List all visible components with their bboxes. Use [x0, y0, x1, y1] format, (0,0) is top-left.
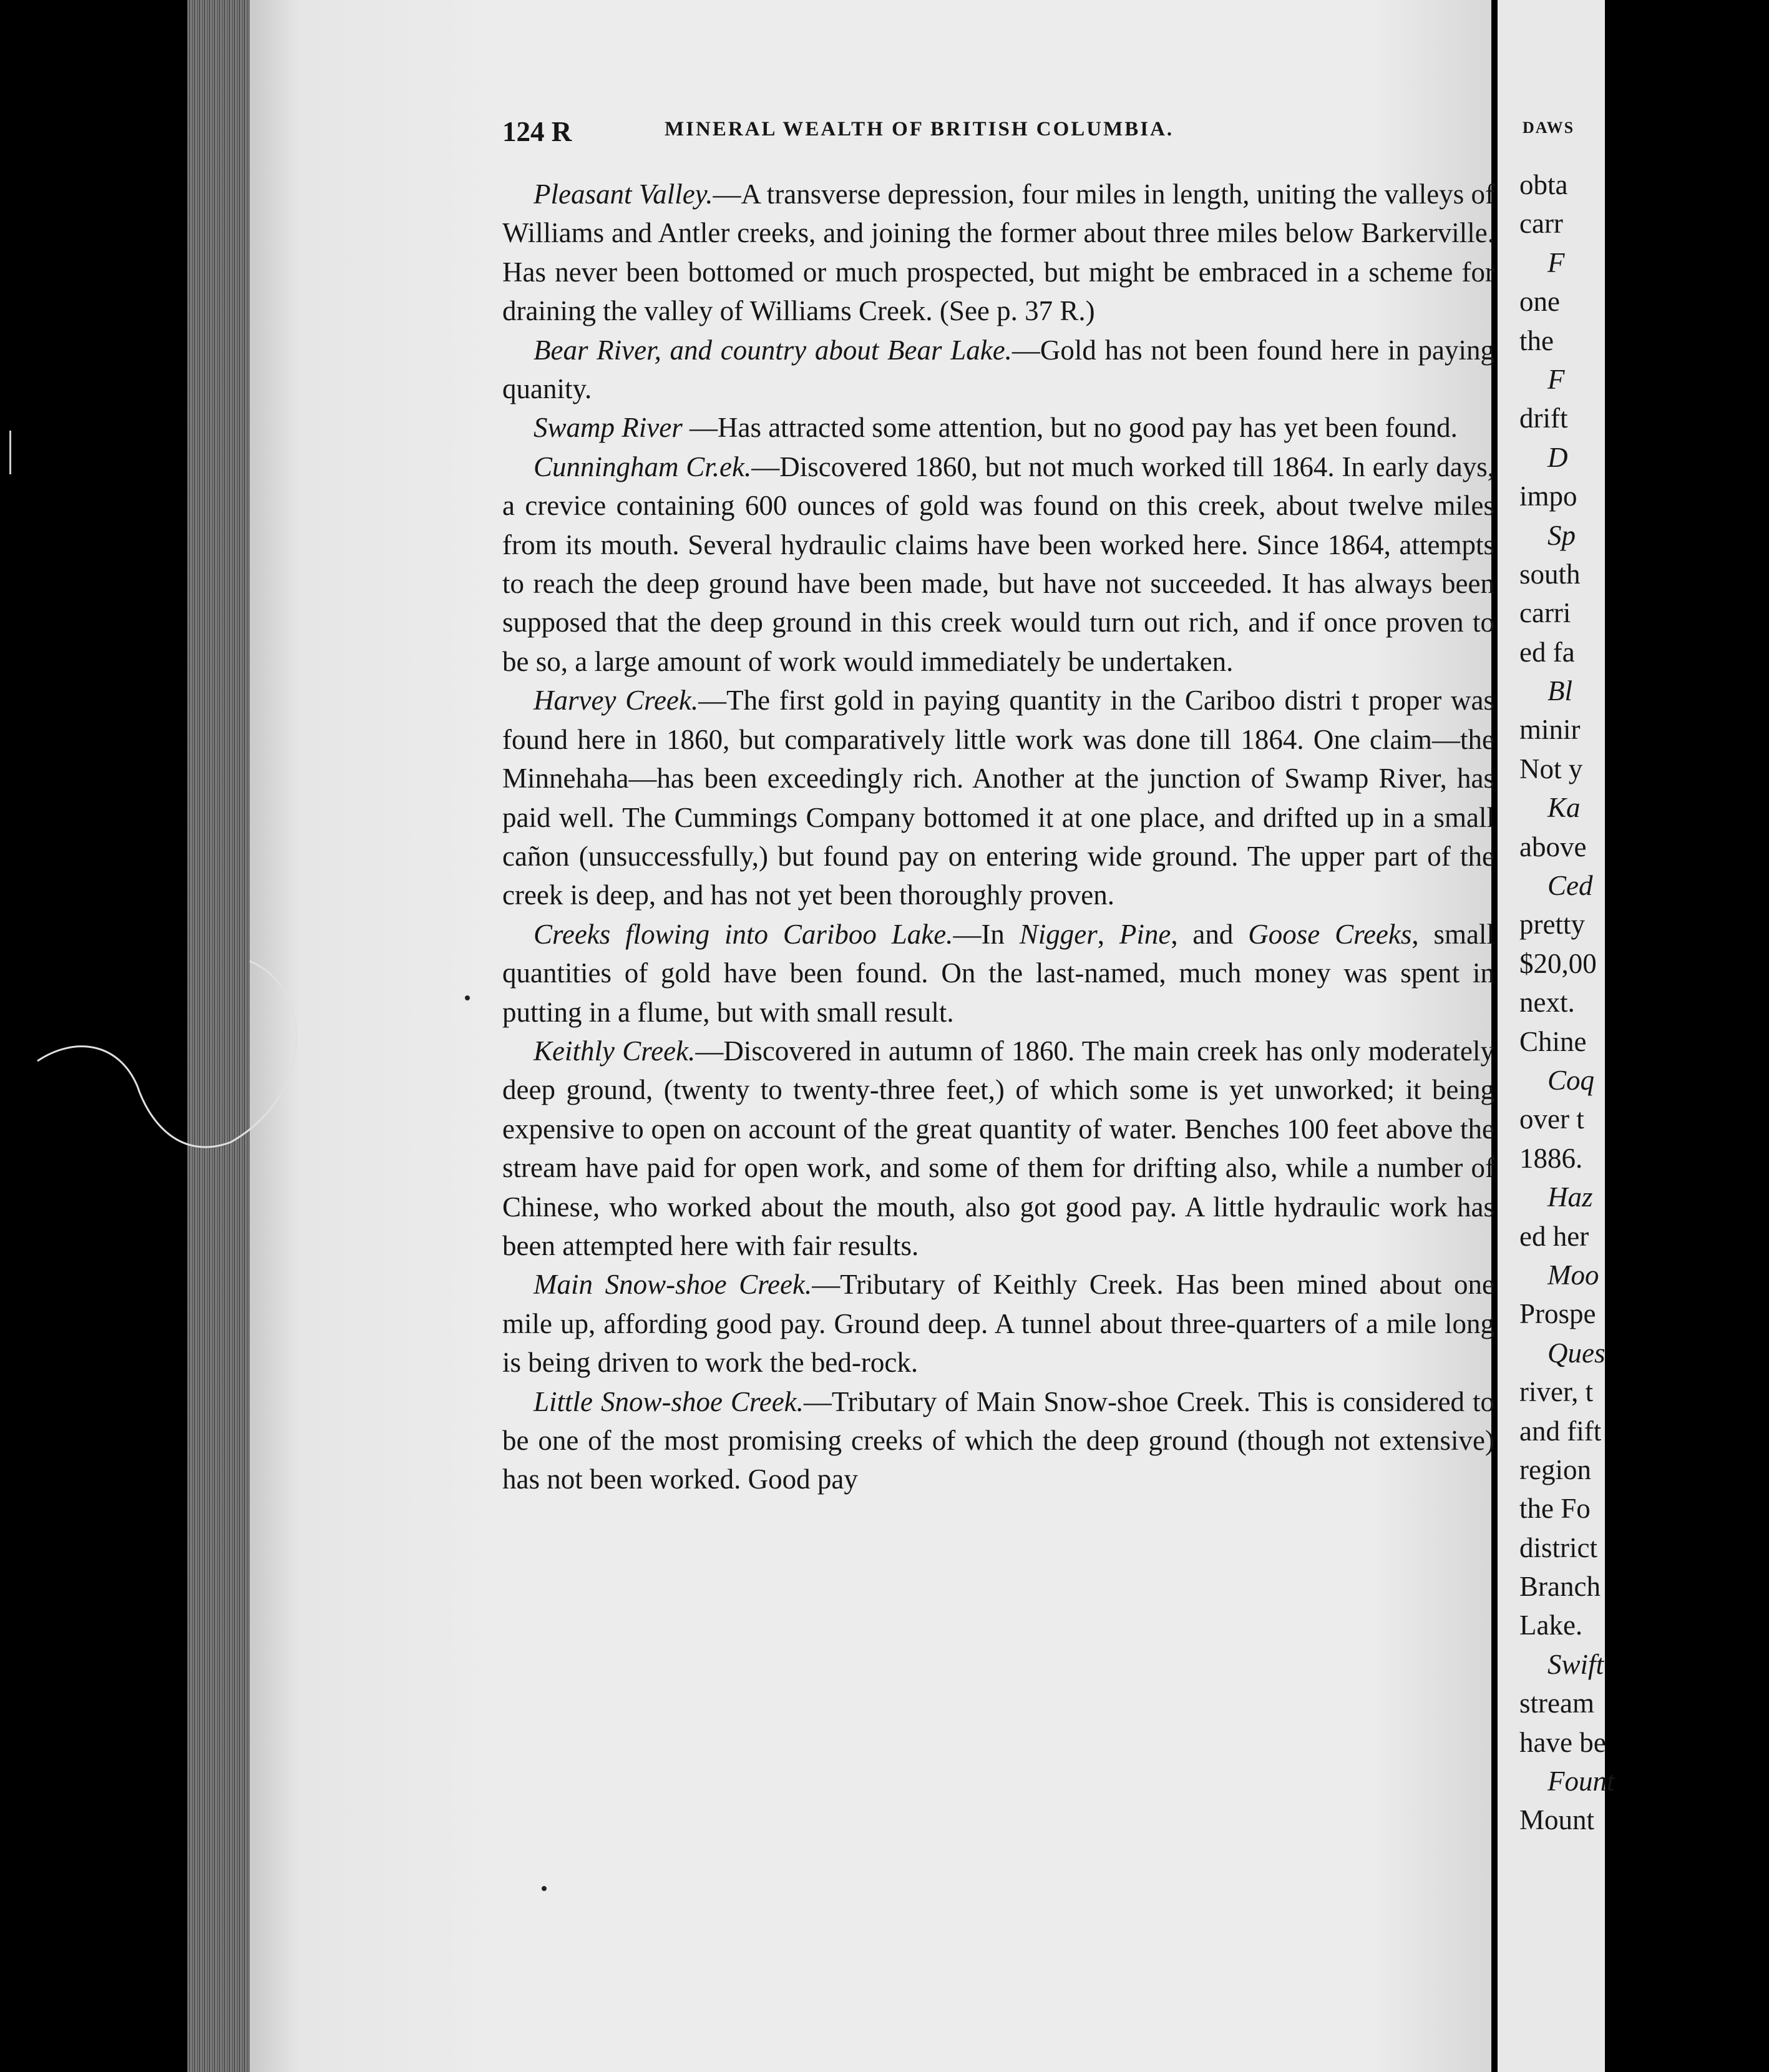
facing-page-line: Bl — [1547, 675, 1572, 707]
facing-page-line: Not y — [1519, 753, 1583, 784]
facing-page-line: drift — [1519, 403, 1568, 434]
facing-page-line: Fount — [1547, 1766, 1615, 1797]
creek-name: Goose Creeks — [1248, 918, 1412, 950]
facing-page-line: have be — [1519, 1726, 1606, 1758]
facing-page-line: one — [1519, 286, 1560, 318]
paragraph-cunningham-creek — [502, 447, 1494, 681]
facing-page-line: carri — [1519, 597, 1571, 629]
facing-page-line: Branch — [1519, 1571, 1601, 1603]
stray-mark — [25, 936, 312, 1161]
book-page — [250, 0, 1495, 2072]
facing-page-line: F — [1547, 363, 1565, 395]
facing-page-line: F — [1547, 247, 1565, 278]
paragraph-bear-river — [502, 331, 1494, 409]
entry-title: Little Snow-shoe Creek. — [534, 1385, 804, 1417]
entry-title: Harvey Creek. — [534, 685, 699, 716]
facing-page-line: Lake. — [1519, 1610, 1583, 1641]
facing-page-line: Sp — [1547, 519, 1576, 551]
facing-page-line: district — [1519, 1532, 1597, 1563]
facing-page-line: region — [1519, 1454, 1591, 1485]
entry-text: —The first gold in paying quantity in the Cariboo distri t proper was found here in 1860, but comparatively little work was done till 1864. One claim—the Minnehaha—has been exceedingly rich. Another at the junction of Swamp River, has paid well. The Cummings Company bottomed it at one place, and drifted up in a small cañon (unsuccessfully,) but found pay on entering wide ground. The upper part of the creek is deep, and has not yet been thoroughly proven. — [502, 685, 1494, 911]
facing-page-line: Ced — [1547, 870, 1593, 902]
facing-page-line: Ka — [1547, 792, 1581, 824]
margin-mark — [9, 431, 30, 474]
facing-page-line: the — [1519, 325, 1554, 356]
entry-text: —Gold has not been found here in paying quanity. — [502, 334, 1494, 405]
facing-page-line: Mount — [1519, 1804, 1595, 1836]
paragraph-keithly-creek — [502, 1032, 1494, 1265]
paragraph-swamp-river — [502, 408, 1494, 447]
entry-title: Keithly Creek. — [534, 1035, 696, 1067]
entry-text: —Has attracted some attention, but no good pay has yet been found. — [682, 412, 1458, 444]
entry-title: Bear River, and country about Bear Lake. — [534, 334, 1012, 366]
facing-page-header: DAWS — [1523, 119, 1575, 137]
running-title: MINERAL WEALTH OF BRITISH COLUMBIA. — [665, 118, 1174, 140]
facing-page-line: river, t — [1519, 1376, 1594, 1408]
entry-text: —Discovered 1860, but not much worked till 1864. In early days, a crevice containing 600 ounces of gold was found on this creek, about twelve miles from its mouth. Several hydraulic claims have been worked here. Since 1864, attempts to reach the deep ground have been made, but have not succeeded. It has always been supposed that the deep ground in this creek would turn out rich, and if once proven to be so, a large amount of work would immediately be undertaken. — [502, 451, 1494, 677]
paragraph-cariboo-lake-creeks — [502, 915, 1494, 1032]
facing-page-line: carr — [1519, 208, 1563, 240]
speck — [465, 995, 470, 1000]
entry-text: —Discovered in autumn of 1860. The main creek has only moderately deep ground, (twenty to twenty-three feet,) of which some is yet unworked; it being expensive to open on account of the great quantity of water. Benches 100 feet above the stream have paid for open work, and some of them for drifting also, while a number of Chinese, who worked about the mouth, also got good pay. A little hydraulic work has been attempted here with fair results. — [502, 1035, 1494, 1261]
paragraph-harvey-creek — [502, 681, 1494, 914]
entry-title: Main Snow-shoe Creek. — [534, 1269, 812, 1301]
facing-page-line: $20,00 — [1519, 947, 1597, 979]
entry-title: Creeks flowing into Cariboo Lake. — [534, 918, 953, 950]
paragraph-pleasant-valley — [502, 175, 1494, 331]
facing-page-line: stream — [1519, 1688, 1594, 1719]
facing-page-line: above — [1519, 831, 1587, 863]
facing-page-line: obta — [1519, 169, 1568, 200]
facing-page-line: Swift — [1547, 1648, 1604, 1680]
entry-title: Cunningham Cr.ek. — [534, 451, 752, 482]
facing-page-line: Moo — [1547, 1259, 1599, 1291]
entry-text: —A transverse depression, four miles in length, uniting the valleys of Williams and Antler creeks, and joining the former about three miles below Barkerville. Has never been bottomed or much prospected, but might be embraced in a scheme for draining the valley of Williams Creek. (See p. 37 R.) — [502, 178, 1495, 327]
paragraph-little-snow-shoe-creek — [502, 1382, 1494, 1499]
entry-title: Swamp River — [534, 412, 683, 444]
page-header — [502, 115, 1494, 159]
facing-page-text — [1519, 165, 1769, 1840]
speck — [542, 1886, 547, 1891]
facing-page-line: ed fa — [1519, 636, 1575, 668]
creek-name: Pine — [1119, 918, 1171, 950]
facing-page-line: Haz — [1547, 1181, 1593, 1213]
entry-text: , — [1097, 918, 1119, 950]
facing-page-line: south — [1519, 558, 1581, 590]
facing-page-line: over t — [1519, 1103, 1584, 1135]
facing-page-line: Chine — [1519, 1025, 1587, 1057]
facing-page-line: minir — [1519, 714, 1581, 746]
entry-text: , small quantities of gold have been found. On the last-named, much money was spent in putting in a flume, but with small result. — [502, 918, 1494, 1028]
facing-page-line: impo — [1519, 481, 1577, 512]
entry-text: —Tributary of Keithly Creek. Has been mined about one mile up, affording good pay. Ground deep. A tunnel about three-quarters of a mile long is being driven to work the bed-rock. — [502, 1269, 1495, 1379]
page-number: 124 R — [502, 116, 572, 147]
facing-page-line: D — [1547, 441, 1568, 473]
facing-page-line: next. — [1519, 987, 1575, 1019]
facing-page-line: pretty — [1519, 909, 1585, 941]
entry-text: , and — [1171, 918, 1249, 950]
facing-page-line: Ques — [1547, 1337, 1606, 1369]
entry-text: —Tributary of Main Snow-shoe Creek. This is considered to be one of the most promising creeks of which the deep ground (though not extensive) has not been worked. Good pay — [502, 1385, 1494, 1495]
facing-page — [1498, 0, 1615, 2072]
facing-page-line: Prospe — [1519, 1298, 1596, 1330]
body-text — [502, 175, 1494, 1499]
facing-page-line: Coq — [1547, 1064, 1595, 1096]
facing-page-line: 1886. — [1519, 1142, 1583, 1174]
paragraph-main-snow-shoe-creek — [502, 1265, 1494, 1382]
facing-page-line: ed her — [1519, 1220, 1589, 1252]
creek-name: Nigger — [1019, 918, 1098, 950]
entry-text: —In — [953, 918, 1020, 950]
facing-page-line: and fift — [1519, 1415, 1602, 1447]
entry-title: Pleasant Valley. — [534, 178, 713, 210]
facing-page-line: the Fo — [1519, 1493, 1591, 1525]
